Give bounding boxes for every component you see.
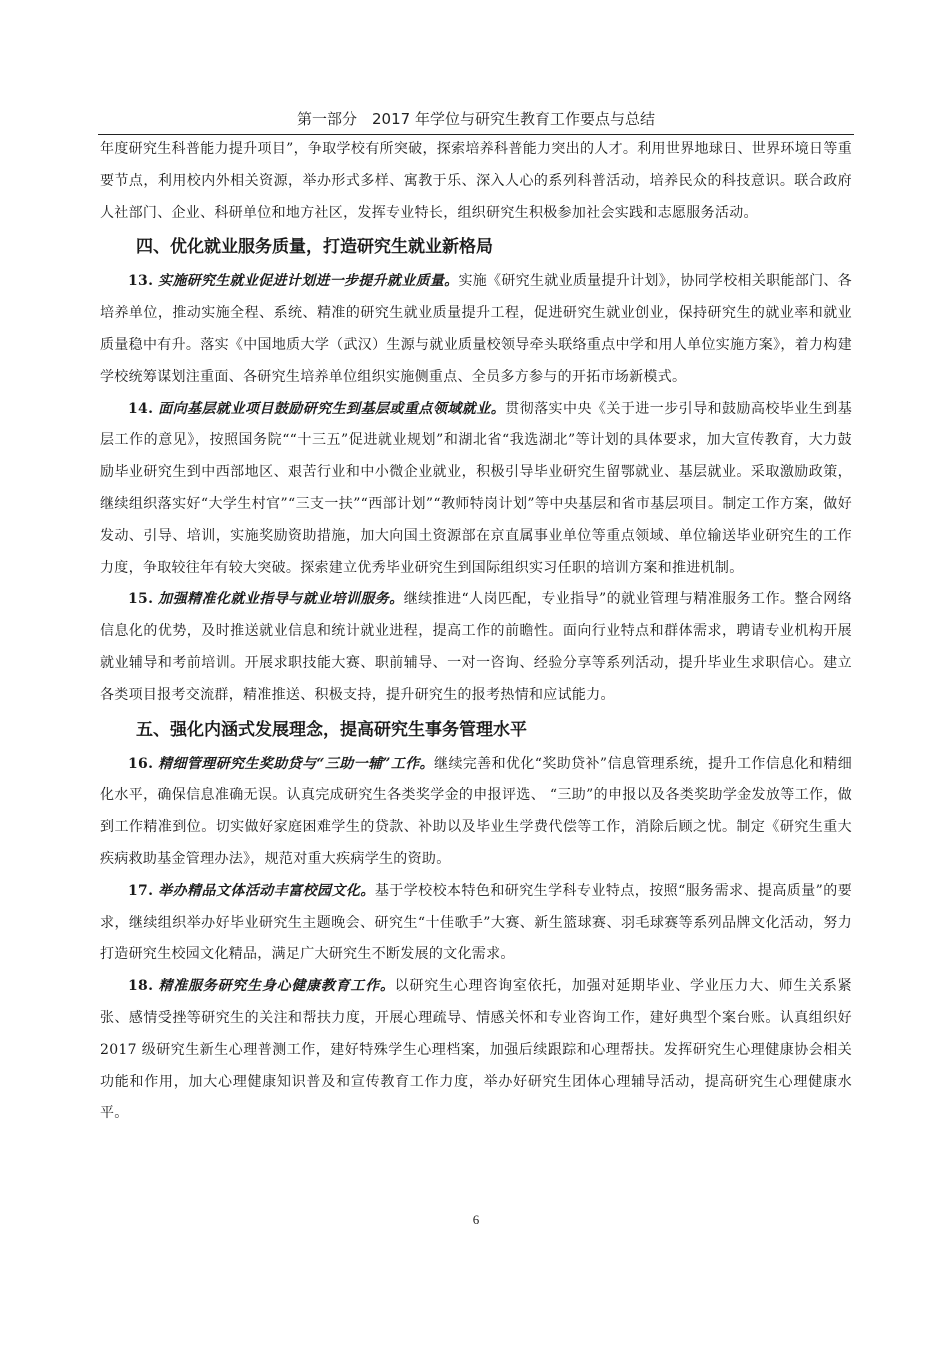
document-body bbox=[100, 134, 852, 1130]
item-16-title: 精细管理研究生奖助贷与“三助一辅”工作。 bbox=[158, 755, 435, 772]
item-15-number: 15. bbox=[128, 591, 154, 608]
page-number: 6 bbox=[472, 1212, 480, 1227]
intro-paragraph: 年度研究生科普能力提升项目”，争取学校有所突破，探索培养科普能力突出的人才。利用世界地球日、世界环境日等重要节点，利用校内外相关资源，举办形式多样、寓教于乐、深入人心的系列科普活动，培养民众的科技意识。联合政府人社部门、企业、科研单位和地方社区，发挥专业特长，组织研究生积极参加社会实践和志愿服务活动。 bbox=[100, 141, 852, 221]
item-18-number: 18. bbox=[128, 978, 154, 995]
page-header bbox=[98, 106, 854, 135]
item-13-body: 实施《研究生就业质量提升计划》，协同学校相关职能部门、各培养单位，推动实施全程、系统、精准的研究生就业质量提升工程，促进研究生就业创业，保持研究生的就业率和就业质量稳中有升。落实《中国地质大学（武汉）生源与就业质量校领导牵头联络重点中学和用人单位实施方案》，着力构建学校统筹谋划注重面、各研究生培养单位组织实施侧重点、全员多方参与的开拓市场新模式。 bbox=[100, 273, 852, 385]
item-18 bbox=[100, 971, 852, 1130]
item-17-title: 举办精品文体活动丰富校园文化。 bbox=[158, 882, 375, 899]
item-14-number: 14. bbox=[128, 400, 154, 417]
section-5-heading: 五、强化内涵式发展理念，提高研究生事务管理水平 bbox=[136, 719, 527, 740]
item-13-number: 13. bbox=[128, 273, 154, 290]
item-18-body: 以研究生心理咨询室依托，加强对延期毕业、学业压力大、师生关系紧张、感情受挫等研究生的关注和帮扶力度，开展心理疏导、情感关怀和专业咨询工作，建好典型个案台账。认真组织好 2017 级研究生新生心理普测工作，建好特殊学生心理档案，加强后续跟踪和心理帮扶。发挥研究生心理健康协会相关功能和作用，加大心理健康知识普及和宣传教育工作力度，举办好研究生团体心理辅导活动，提高研究生心理健康水平。 bbox=[100, 978, 852, 1122]
item-15-title: 加强精准化就业指导与就业培训服务。 bbox=[158, 591, 404, 608]
item-17-body: 基于学校校本特色和研究生学科专业特点，按照“服务需求、提高质量”的要求，继续组织举办好毕业研究生主题晚会、研究生“十佳歌手”大赛、新生篮球赛、羽毛球赛等系列品牌文化活动，努力打造研究生校园文化精品，满足广大研究生不断发展的文化需求。 bbox=[100, 882, 853, 963]
item-17-number: 17. bbox=[128, 882, 154, 899]
item-14 bbox=[100, 394, 852, 585]
item-18-title: 精准服务研究生身心健康教育工作。 bbox=[158, 978, 395, 995]
item-15-body: 继续推进“人岗匹配，专业指导”的就业管理与精准服务工作。整合网络信息化的优势，及时推送就业信息和统计就业进程，提高工作的前瞻性。面向行业特点和群体需求，聘请专业机构开展就业辅导和考前培训。开展求职技能大赛、职前辅导、一对一咨询、经验分享等系列活动，提升毕业生求职信心。建立各类项目报考交流群，精准推送、积极支持，提升研究生的报考热情和应试能力。 bbox=[100, 591, 852, 703]
item-13 bbox=[100, 266, 852, 393]
item-14-body: 贯彻落实中央《关于进一步引导和鼓励高校毕业生到基层工作的意见》，按照国务院““十三五”促进就业规划”和湖北省“我选湖北”等计划的具体要求，加大宣传教育，大力鼓励毕业研究生到中西部地区、艰苦行业和中小微企业就业，积极引导毕业研究生留鄂就业、基层就业。采取激励政策，继续组织落实好“大学生村官”“三支一扶”“西部计划”“教师特岗计划”等中央基层和省市基层项目。制定工作方案，做好发动、引导、培训，实施奖励资助措施，加大向国土资源部在京直属事业单位等重点领域、单位输送毕业研究生的工作力度，争取较往年有较大突破。探索建立优秀毕业研究生到国际组织实习任职的培训方案和推进机制。 bbox=[100, 400, 852, 576]
header-title: 第一部分 2017 年学位与研究生教育工作要点与总结 bbox=[297, 110, 655, 128]
section-4-heading: 四、优化就业服务质量，打造研究生就业新格局 bbox=[136, 237, 493, 258]
item-17 bbox=[100, 876, 852, 971]
item-13-title: 实施研究生就业促进计划进一步提升就业质量。 bbox=[158, 273, 459, 290]
item-16-body: 继续完善和优化“奖助贷补”信息管理系统，提升工作信息化和精细化水平，确保信息准确无误。认真完成研究生各类奖学金的申报评选、 “三助”的申报以及各类奖助学金发放等工作，做到工作精准到位。切实做好家庭困难学生的贷款、补助以及毕业生学费代偿等工作，消除后顾之忧。制定《研究生重大疾病救助基金管理办法》，规范对重大疾病学生的资助。 bbox=[100, 755, 852, 867]
item-15 bbox=[100, 584, 852, 711]
item-16 bbox=[100, 749, 852, 876]
item-16-number: 16. bbox=[128, 755, 154, 772]
item-14-title: 面向基层就业项目鼓励研究生到基层或重点领域就业。 bbox=[158, 400, 506, 417]
